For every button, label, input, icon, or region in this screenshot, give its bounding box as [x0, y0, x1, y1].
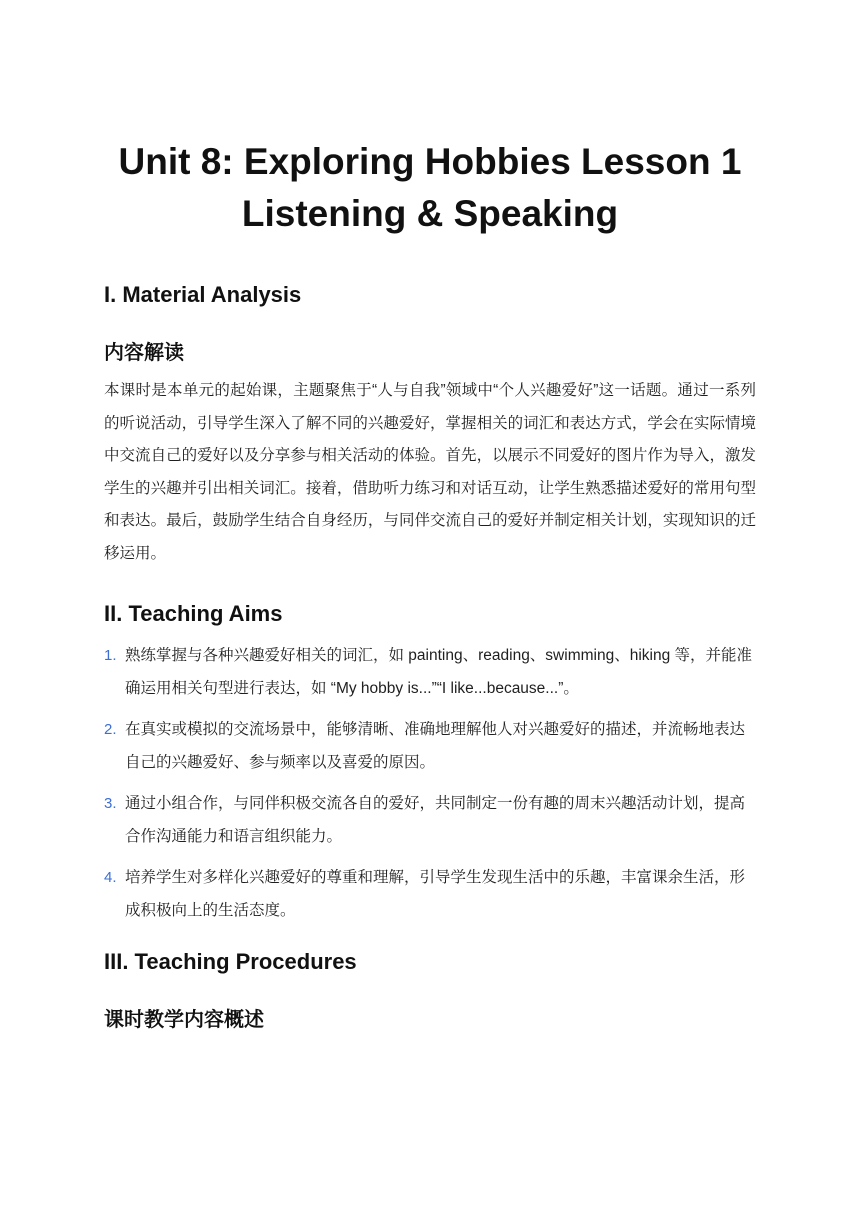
subheading-content-interpretation: 内容解读 [104, 342, 184, 364]
list-item-number: 2. [104, 721, 117, 738]
list-item-number: 4. [104, 869, 117, 886]
list-item [104, 861, 756, 927]
list-item [104, 787, 756, 853]
list-item-text: 培养学生对多样化兴趣爱好的尊重和理解，引导学生发现生活中的乐趣，丰富课余生活，形成积极向上的生活态度。 [125, 869, 746, 919]
section-heading-teaching-procedures: III. Teaching Procedures [104, 949, 357, 974]
list-item-text: 在真实或模拟的交流场景中，能够清晰、准确地理解他人对兴趣爱好的描述，并流畅地表达自己的兴趣爱好、参与频率以及喜爱的原因。 [125, 721, 746, 771]
list-item-number: 3. [104, 795, 117, 812]
section-heading-material-analysis: I. Material Analysis [104, 282, 302, 307]
list-item-text: 熟练掌握与各种兴趣爱好相关的词汇，如 painting、reading、swimming、hiking 等，并能准确运用相关句型进行表达，如 “My hobby is...”“I like...because...”。 [125, 647, 753, 697]
list-item [104, 639, 756, 705]
subheading-lesson-overview: 课时教学内容概述 [104, 1009, 264, 1031]
teaching-aims-list [104, 639, 756, 927]
list-item-number: 1. [104, 647, 117, 664]
section-heading-teaching-aims: II. Teaching Aims [104, 601, 283, 626]
document-title: Unit 8: Exploring Hobbies Lesson 1 Listening & Speaking [118, 141, 742, 234]
material-analysis-paragraph: 本课时是本单元的起始课，主题聚焦于“人与自我”领域中“个人兴趣爱好”这一话题。通过一系列的听说活动，引导学生深入了解不同的兴趣爱好，掌握相关的词汇和表达方式，学会在实际情境中交流自己的爱好以及分享参与相关活动的体验。首先，以展示不同爱好的图片作为导入，激发学生的兴趣并引出相关词汇。接着，借助听力练习和对话互动，让学生熟悉描述爱好的常用句型和表达。最后，鼓励学生结合自身经历，与同伴交流自己的爱好并制定相关计划，实现知识的迁移运用。 [104, 382, 756, 562]
list-item-text: 通过小组合作，与同伴积极交流各自的爱好，共同制定一份有趣的周末兴趣活动计划，提高合作沟通能力和语言组织能力。 [125, 795, 746, 845]
list-item [104, 713, 756, 779]
